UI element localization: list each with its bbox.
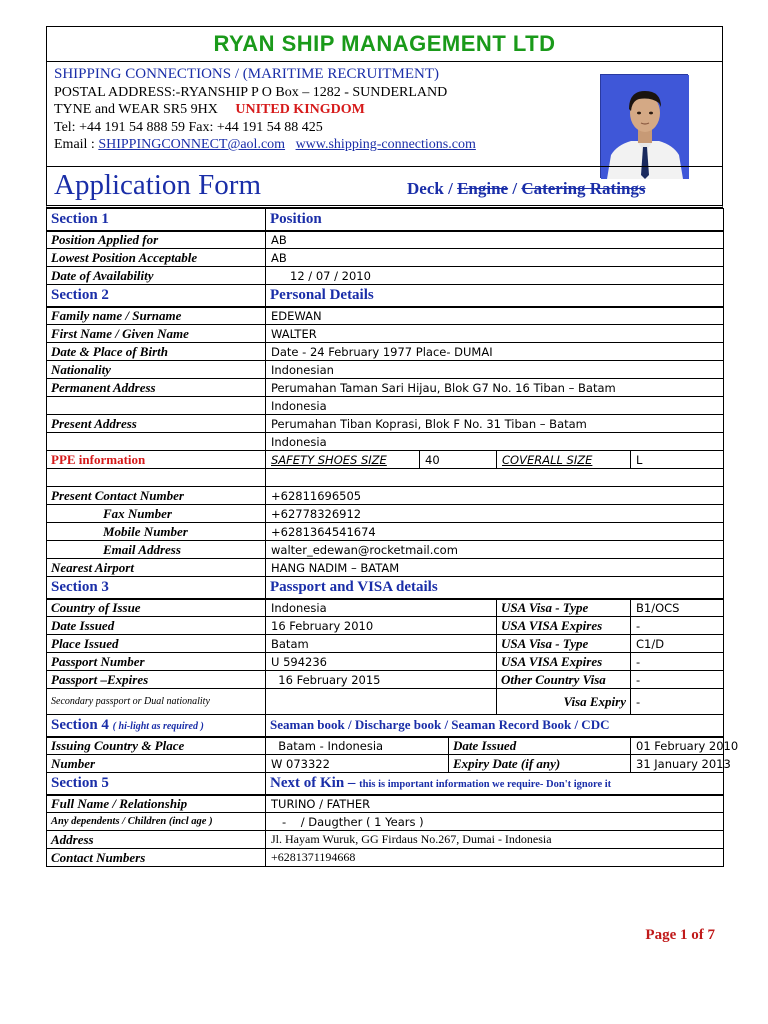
rating-type: Deck / Engine / Catering Ratings bbox=[407, 179, 646, 198]
birth-date-place-field[interactable]: Date - 24 February 1977 Place- DUMAI bbox=[266, 343, 724, 361]
phone-fax: Tel: +44 191 54 888 59 Fax: +44 191 54 88 425 bbox=[54, 119, 323, 135]
kin-contact-field[interactable]: +6281371194668 bbox=[266, 849, 724, 867]
visa-expiry-field[interactable]: - bbox=[631, 689, 724, 715]
section-2-header: Section 2 Personal Details bbox=[47, 285, 724, 307]
table-row: Nearest Airport HANG NADIM – BATAM bbox=[47, 559, 724, 577]
secondary-passport-field[interactable] bbox=[266, 689, 497, 715]
fax-number-field[interactable]: +62778326912 bbox=[266, 505, 724, 523]
table-row bbox=[47, 469, 724, 487]
kin-address-field[interactable]: Jl. Hayam Wuruk, GG Firdaus No.267, Dumai - Indonesia bbox=[266, 831, 724, 849]
rating-catering: Catering Ratings bbox=[521, 179, 646, 198]
table-row: Full Name / Relationship TURINO / FATHER bbox=[47, 795, 724, 813]
shoe-size-label: SAFETY SHOES SIZE bbox=[271, 452, 387, 467]
kin-name-field[interactable]: TURINO / FATHER bbox=[266, 795, 724, 813]
company-division: SHIPPING CONNECTIONS / (MARITIME RECRUITMENT) bbox=[54, 66, 439, 82]
dependents-field[interactable]: - / Daugther ( 1 Years ) bbox=[266, 813, 724, 831]
seaman-book-issuing-field[interactable]: Batam - Indonesia bbox=[266, 737, 449, 755]
position-applied-field[interactable]: AB bbox=[266, 231, 724, 249]
section-4-header: Section 4 ( hi-light as required ) Seaman book / Discharge book / Seaman Record Book / CDC bbox=[47, 715, 724, 737]
next-of-kin-note: this is important information we require- Don't ignore it bbox=[359, 778, 612, 790]
usa-visa-expires-field[interactable]: - bbox=[631, 617, 724, 635]
contact-number-field[interactable]: +62811696505 bbox=[266, 487, 724, 505]
table-row: Permanent Address Perumahan Taman Sari Hijau, Blok G7 No. 16 Tiban – Batam bbox=[47, 379, 724, 397]
lowest-position-field[interactable]: AB bbox=[266, 249, 724, 267]
permanent-address-line2[interactable]: Indonesia bbox=[266, 397, 724, 415]
country-highlight: UNITED KINGDOM bbox=[235, 102, 365, 117]
shoe-size-field[interactable]: 40 bbox=[420, 451, 497, 469]
table-row: Family name / Surname EDEWAN bbox=[47, 307, 724, 325]
other-country-visa-field[interactable]: - bbox=[631, 671, 724, 689]
table-row: Issuing Country & Place Batam - Indonesia Date Issued 01 February 2010 bbox=[47, 737, 724, 755]
seaman-book-number-field[interactable]: W 073322 bbox=[266, 755, 449, 773]
table-row: Date Issued 16 February 2010 USA VISA Expires - bbox=[47, 617, 724, 635]
ppe-row: PPE information SAFETY SHOES SIZE 40 COVERALL SIZE L bbox=[47, 451, 724, 469]
nationality-field[interactable]: Indonesian bbox=[266, 361, 724, 379]
coverall-size-label: COVERALL SIZE bbox=[502, 452, 593, 467]
table-row: Passport Number U 594236 USA VISA Expires - bbox=[47, 653, 724, 671]
email-web-line: Email : SHIPPINGCONNECT@aol.com www.shipping-connections.com bbox=[54, 137, 476, 152]
table-row: Lowest Position Acceptable AB bbox=[47, 249, 724, 267]
applicant-photo bbox=[600, 74, 688, 178]
present-address-line2[interactable]: Indonesia bbox=[266, 433, 724, 451]
table-row: Address Jl. Hayam Wuruk, GG Firdaus No.267, Dumai - Indonesia bbox=[47, 831, 724, 849]
seaman-book-date-field[interactable]: 01 February 2010 bbox=[631, 737, 724, 755]
rating-deck: Deck bbox=[407, 179, 444, 198]
table-row: Present Contact Number +62811696505 bbox=[47, 487, 724, 505]
form-title-row bbox=[46, 166, 723, 208]
table-row: Place Issued Batam USA Visa - Type C1/D bbox=[47, 635, 724, 653]
usa-visa-type2-field[interactable]: C1/D bbox=[631, 635, 724, 653]
table-row: Any dependents / Children (incl age ) - / Daugther ( 1 Years ) bbox=[47, 813, 724, 831]
table-row: Passport –Expires 16 February 2015 Other Country Visa - bbox=[47, 671, 724, 689]
table-row: Fax Number +62778326912 bbox=[47, 505, 724, 523]
highlight-note: ( hi-light as required ) bbox=[112, 720, 204, 732]
table-row: Present Address Perumahan Tiban Koprasi, Blok F No. 31 Tiban – Batam bbox=[47, 415, 724, 433]
page-number: Page 1 of 7 bbox=[645, 927, 715, 943]
table-row: Position Applied for AB bbox=[47, 231, 724, 249]
passport-number-field[interactable]: U 594236 bbox=[266, 653, 497, 671]
email-address-field[interactable]: walter_edewan@rocketmail.com bbox=[266, 541, 724, 559]
table-row: Country of Issue Indonesia USA Visa - Type B1/OCS bbox=[47, 599, 724, 617]
address-line-region: TYNE and WEAR SR5 9HX UNITED KINGDOM bbox=[54, 102, 365, 117]
table-row: Date & Place of Birth Date - 24 February 1977 Place- DUMAI bbox=[47, 343, 724, 361]
table-row: Secondary passport or Dual nationality Visa Expiry - bbox=[47, 689, 724, 715]
table-row: Email Address walter_edewan@rocketmail.com bbox=[47, 541, 724, 559]
coverall-size-field[interactable]: L bbox=[631, 451, 724, 469]
passport-expires-field[interactable]: 16 February 2015 bbox=[266, 671, 497, 689]
table-row: First Name / Given Name WALTER bbox=[47, 325, 724, 343]
surname-field[interactable]: EDEWAN bbox=[266, 307, 724, 325]
table-row: Contact Numbers +6281371194668 bbox=[47, 849, 724, 867]
section-3-header: Section 3 Passport and VISA details bbox=[47, 577, 724, 599]
availability-date-field[interactable]: 12 / 07 / 2010 bbox=[266, 267, 724, 285]
company-name: RYAN SHIP MANAGEMENT LTD bbox=[46, 26, 723, 62]
table-row bbox=[47, 397, 724, 415]
postal-address: POSTAL ADDRESS:-RYANSHIP P O Box – 1282 - SUNDERLAND bbox=[54, 84, 448, 100]
usa-visa-expires2-field[interactable]: - bbox=[631, 653, 724, 671]
form-title: Application Form bbox=[54, 169, 262, 201]
passport-place-field[interactable]: Batam bbox=[266, 635, 497, 653]
company-website-link[interactable]: www.shipping-connections.com bbox=[295, 137, 476, 152]
application-form-page bbox=[46, 26, 739, 867]
usa-visa-type-field[interactable]: B1/OCS bbox=[631, 599, 724, 617]
table-row: Date of Availability 12 / 07 / 2010 bbox=[47, 267, 724, 285]
company-header bbox=[46, 62, 723, 166]
section-1-header: Section 1 Position bbox=[47, 209, 724, 231]
section-5-header: Section 5 Next of Kin – this is important information we require- Don't ignore it bbox=[47, 773, 724, 795]
present-address-line1[interactable]: Perumahan Tiban Koprasi, Blok F No. 31 Tiban – Batam bbox=[266, 415, 724, 433]
company-email-link[interactable]: SHIPPINGCONNECT@aol.com bbox=[98, 137, 286, 152]
passport-issued-field[interactable]: 16 February 2010 bbox=[266, 617, 497, 635]
permanent-address-line1[interactable]: Perumahan Taman Sari Hijau, Blok G7 No. 16 Tiban – Batam bbox=[266, 379, 724, 397]
passport-country-field[interactable]: Indonesia bbox=[266, 599, 497, 617]
form-table bbox=[46, 208, 739, 867]
nearest-airport-field[interactable]: HANG NADIM – BATAM bbox=[266, 559, 724, 577]
seaman-book-expiry-field[interactable]: 31 January 2013 bbox=[631, 755, 724, 773]
table-row: Mobile Number +6281364541674 bbox=[47, 523, 724, 541]
first-name-field[interactable]: WALTER bbox=[266, 325, 724, 343]
table-row bbox=[47, 433, 724, 451]
rating-engine: Engine bbox=[457, 179, 509, 198]
mobile-number-field[interactable]: +6281364541674 bbox=[266, 523, 724, 541]
table-row: Number W 073322 Expiry Date (if any) 31 January 2013 bbox=[47, 755, 724, 773]
table-row: Nationality Indonesian bbox=[47, 361, 724, 379]
